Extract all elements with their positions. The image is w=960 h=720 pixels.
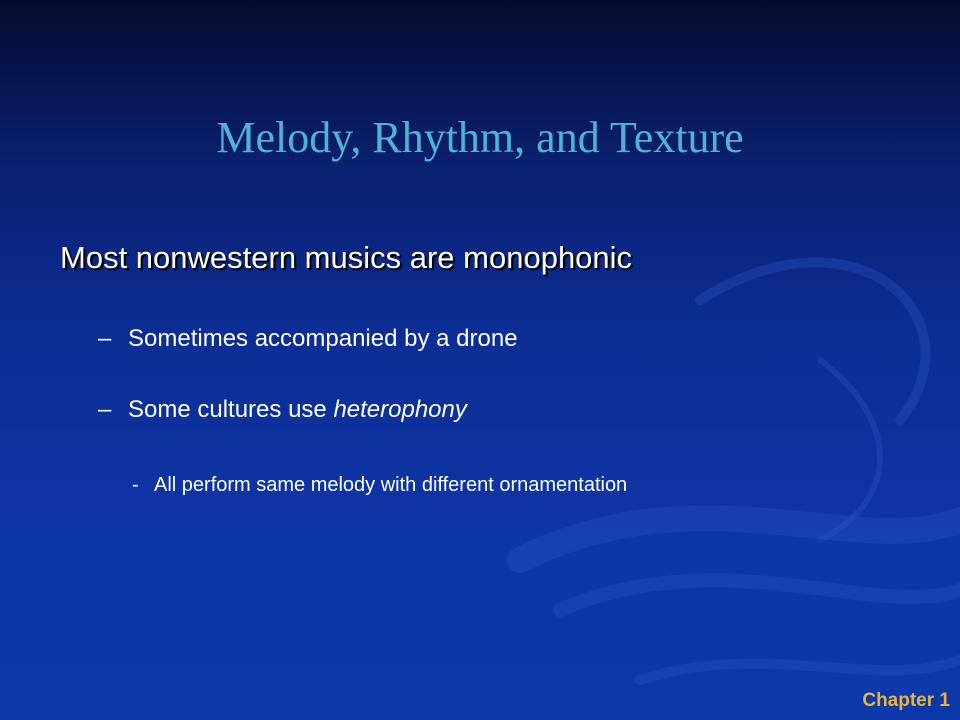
sub-bullet-text: Sometimes accompanied by a drone xyxy=(128,325,518,352)
sub-bullet-drone xyxy=(98,325,518,353)
sub-sub-bullet-ornamentation xyxy=(132,474,627,497)
dash-marker: – xyxy=(98,325,112,352)
slide-title: Melody, Rhythm, and Texture xyxy=(216,113,744,162)
sub-bullet-text-prefix: Some cultures use xyxy=(128,396,334,423)
dash-marker: - xyxy=(132,474,139,496)
dash-marker: – xyxy=(98,396,112,423)
sub-sub-bullet-text: All perform same melody with different ornamentation xyxy=(154,474,628,496)
sub-bullet-emphasis: heterophony xyxy=(333,396,467,423)
chapter-footer: Chapter 1 xyxy=(862,690,950,711)
sub-bullet-heterophony xyxy=(98,396,467,424)
main-bullet: Most nonwestern musics are monophonic xyxy=(60,240,633,275)
